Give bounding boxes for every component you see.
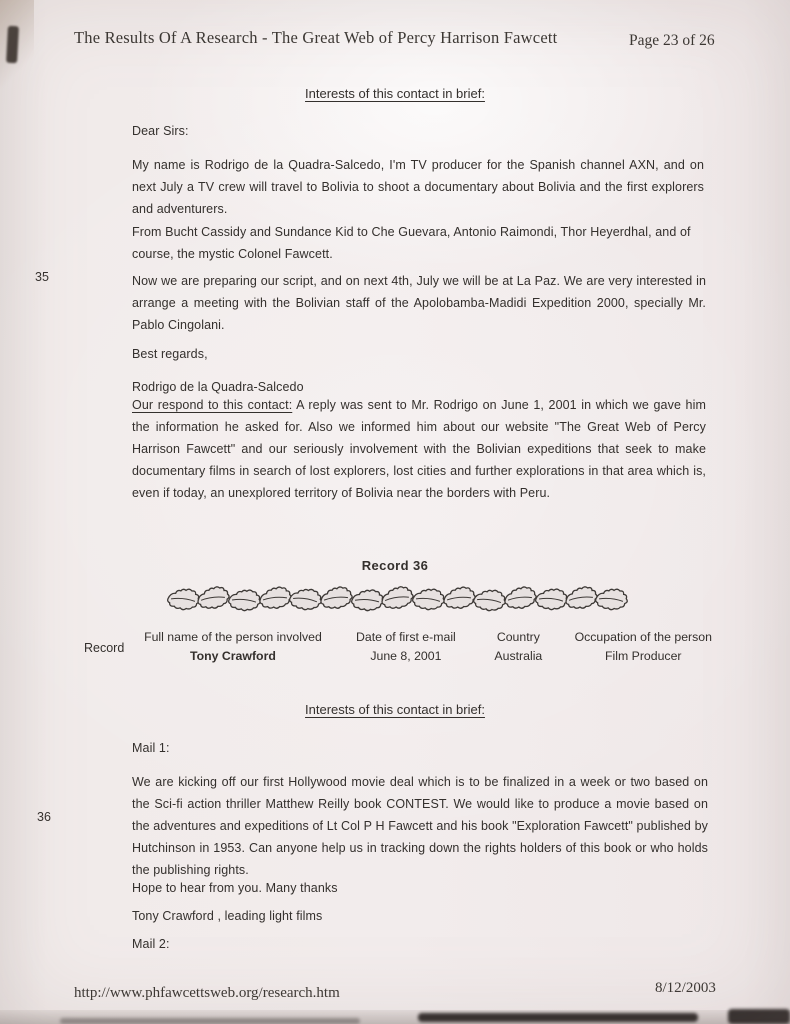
paragraph-response (132, 394, 706, 504)
col-value-country: Australia (494, 649, 543, 663)
table-col-occupation (563, 630, 724, 663)
footer-url: http://www.phfawcettsweb.org/research.htm (74, 985, 340, 1001)
scan-edge-smudge (728, 1009, 790, 1024)
col-value-occupation: Film Producer (604, 649, 682, 663)
mail1-label: Mail 1: (132, 741, 170, 755)
closing-regards: Best regards, (132, 347, 208, 361)
mail1-signature: Tony Crawford , leading light films (132, 909, 323, 923)
col-header-occupation: Occupation of the person (574, 630, 712, 644)
mail2-label: Mail 2: (132, 937, 170, 951)
record-36-table (84, 630, 724, 663)
col-header-fullname: Full name of the person involved (144, 630, 322, 644)
col-header-country: Country (496, 630, 540, 644)
page-number: Page 23 of 26 (629, 32, 715, 49)
record-number-35: 35 (35, 270, 49, 284)
salutation: Dear Sirs: (132, 124, 189, 138)
table-col-fullname (128, 630, 337, 663)
scan-edge-smudge (418, 1013, 698, 1022)
response-lead: Our respond to this contact: (132, 398, 293, 412)
table-col-date (338, 630, 474, 663)
table-row-label: Record (84, 641, 125, 655)
response-rest: A reply was sent to Mr. Rodrigo on June 1, 2001 in which we gave him the information he asked for. Also we informed him about our website "The Great Web of Percy Harrison Fawcett" and our seriously involvement with the Bolivian expeditions that seek to make documentary films in search of lost explorers, lost cities and further explorations in that area which is, even if today, an unexplored territory of Bolivia near the borders with Peru. (132, 398, 706, 500)
record-number-36: 36 (37, 810, 51, 824)
section-heading-interests-1: Interests of this contact in brief: (305, 86, 485, 101)
paragraph-heroes: From Bucht Cassidy and Sundance Kid to Che Guevara, Antonio Raimondi, Thor Heyerdhal, and of course, the mystic Colonel Fawcett. (132, 225, 691, 261)
paragraph-intro: My name is Rodrigo de la Quadra-Salcedo, I'm TV producer for the Spanish channel AXN, and on next July a TV crew will travel to Bolivia to shoot a documentary about Bolivia and the first explorers and adventurers. (132, 158, 704, 216)
col-header-date: Date of first e-mail (356, 630, 456, 644)
paragraph-script: Now we are preparing our script, and on next 4th, July we will be at La Paz. We are very interested in arrange a meeting with the Bolivian staff of the Apolobamba-Madidi Expedition 2000, specially Mr. Pablo Cingolani. (132, 274, 706, 332)
scan-edge-smudge (60, 1018, 360, 1024)
footer-date: 8/12/2003 (655, 980, 716, 996)
mail1-closing: Hope to hear from you. Many thanks (132, 881, 338, 895)
oak-leaf-divider (166, 584, 628, 617)
col-value-date: June 8, 2001 (370, 649, 442, 663)
signature-rodrigo: Rodrigo de la Quadra-Salcedo (132, 380, 304, 394)
document-header-title: The Results Of A Research - The Great Web of Percy Harrison Fawcett (74, 28, 558, 47)
section-heading-interests-2: Interests of this contact in brief: (305, 702, 485, 717)
binder-clip-mark (6, 26, 19, 64)
record-36-heading: Record 36 (361, 558, 429, 573)
mail1-text: We are kicking off our first Hollywood movie deal which is to be finalized in a week or two based on the Sci-fi action thriller Matthew Reilly book CONTEST. We would like to produce a movie based on the adventures and expeditions of Lt Col P H Fawcett and his book "Exploration Fawcett" published by Hutchinson in 1953. Can anyone help us in tracking down the rights holders of this book or who holds the publishing rights. (132, 775, 708, 877)
col-value-fullname: Tony Crawford (190, 649, 276, 663)
table-col-country (474, 630, 562, 663)
